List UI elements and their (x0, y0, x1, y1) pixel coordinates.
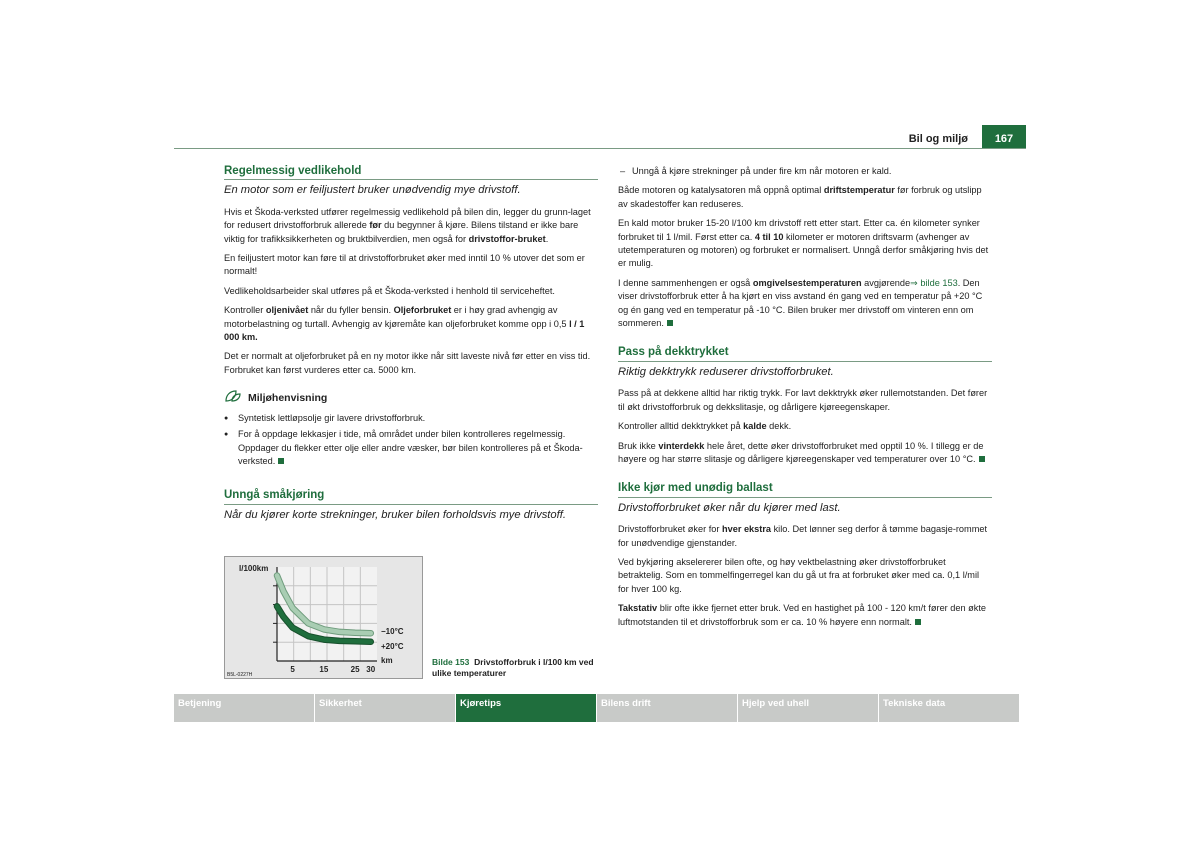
nav-tab-bilens-drift[interactable]: Bilens drift (597, 694, 737, 722)
paragraph: Ved bykjøring akselererer bilen ofte, og høy vektbelastning øker drivstofforbruket betraktelig. Som en tommelfingerregel kan du gå ut fra at forbruket øker med ca. 0,1 l/mil for hver 100 kg. (618, 556, 980, 594)
section-heading-ballast: Ikke kjør med unødig ballast (618, 482, 992, 497)
section-subtitle-short-trips: Når du kjører korte strekninger, bruker bilen forholdsvis mye drivstoff. (224, 508, 566, 521)
nav-tab-kjøretips[interactable]: Kjøretips (456, 694, 596, 722)
chapter-navigation (174, 694, 1019, 722)
end-mark-icon (278, 458, 284, 464)
section-heading-maintenance: Regelmessig vedlikehold (224, 165, 598, 180)
nav-tab-hjelp-ved-uhell[interactable]: Hjelp ved uhell (738, 694, 878, 722)
paragraph: Det er normalt at oljeforbruket på en ny motor ikke når sitt laveste nivå før etter en viss tid. Forbruket kan først vurderes etter ca. 5000 km. (224, 351, 591, 375)
x-tick-label: 5 (290, 665, 295, 674)
right-column (618, 165, 992, 635)
section-subtitle-maintenance: En motor som er feiljustert bruker unødvendig mye drivstoff. (224, 184, 521, 197)
end-mark-icon (667, 320, 673, 326)
figure-caption: Bilde 153 Drivstofforbruk i l/100 km ved ulike temperaturer (432, 657, 594, 678)
page-number: 167 (982, 125, 1026, 149)
section-subtitle-tyre-pressure: Riktig dekktrykk reduserer drivstofforbruket. (618, 365, 834, 378)
paragraph: Drivstofforbruket øker for hver ekstra kilo. Det lønner seg derfor å tømme bagasje-rommet for unødvendige gjenstander. (618, 524, 988, 548)
paragraph: Pass på at dekkene alltid har riktig trykk. For lavt dekktrykk øker rullemotstanden. Det fører til økt drivstofforbruk og dekkslitasje, og dårligere kjøreegenskaper. (618, 388, 988, 412)
note-bullet: ● For å oppdage lekkasjer i tide, må området under bilen kontrolleres regelmessig. Oppdager du flekker etter olje eller andre væsker, bør bilen kontrolleres på et Škoda-verksted. (224, 428, 598, 468)
nav-tab-sikkerhet[interactable]: Sikkerhet (315, 694, 455, 722)
y-axis-label: l/100km (239, 564, 269, 573)
x-tick-label: 30 (366, 665, 376, 674)
paragraph: I denne sammenhengen er også omgivelsestemperaturen avgjørende⇒ bilde 153. Den viser drivstofforbruk etter å ha kjørt en viss avstand én gang ved en temperatur på +20 °C og én gang ved en temperatur på -10 °C. Bilen bruker mer drivstoff om vinteren enn om sommeren. (618, 277, 983, 329)
fuel-consumption-chart (225, 557, 422, 678)
dash-list-item: – Unngå å kjøre strekninger på under fire km når motoren er kald. (620, 166, 892, 176)
figure-code: B5L-0227H (227, 672, 253, 678)
paragraph: Takstativ blir ofte ikke fjernet etter bruk. Ved en hastighet på 100 - 120 km/t fører den økte luftmotstanden til et drivstofforbruk som er ca. 10 % høyere enn normalt. (618, 603, 987, 627)
x-tick-label: 15 (319, 665, 329, 674)
section-subtitle-ballast: Drivstofforbruket øker når du kjører med last. (618, 501, 841, 514)
nav-tab-betjening[interactable]: Betjening (174, 694, 314, 722)
series-label: −10°C (381, 627, 404, 637)
note-bullet: ● Syntetisk lettløpsolje gir lavere drivstofforbruk. (224, 412, 598, 425)
fuel-consumption-figure (224, 556, 423, 679)
figure-reference-link[interactable]: ⇒ bilde 153 (910, 277, 958, 288)
paragraph: Vedlikeholdsarbeider skal utføres på et Škoda-verksted i henhold til serviceheftet. (224, 285, 555, 296)
paragraph: Kontroller oljenivået når du fyller bensin. Oljeforbruket er i høy grad avhengig av motorbelastning og turtall. Avhengig av kjøremåte kan oljeforbruket komme opp i 0,5 l / 1 000 km. (224, 305, 585, 343)
paragraph: Bruk ikke vinterdekk hele året, dette øker drivstofforbruket med opptil 10 %. I tillegg er de høyere og har større slitasje og dårligere kjøreegenskaper ved temperaturer over 10 °C. (618, 440, 984, 464)
header-rule (174, 148, 1026, 149)
end-mark-icon (915, 619, 921, 625)
left-column (224, 165, 598, 530)
page-section-title: Bil og miljø (908, 133, 968, 145)
paragraph: Kontroller alltid dekktrykket på kalde dekk. (618, 421, 792, 432)
x-tick-label: 25 (350, 665, 360, 674)
environment-note-title: Miljøhenvisning (248, 391, 328, 404)
paragraph: En feiljustert motor kan føre til at drivstofforbruket øker med inntil 10 % utover det som er normalt! (224, 253, 585, 277)
paragraph: Både motoren og katalysatoren må oppnå optimal driftstemperatur før forbruk og utslipp av skadestoffer kan reduseres. (618, 185, 982, 209)
series-label: +20°C (381, 641, 404, 651)
nav-tab-tekniske-data[interactable]: Tekniske data (879, 694, 1019, 722)
section-heading-short-trips: Unngå småkjøring (224, 489, 598, 504)
environment-icon (224, 389, 242, 407)
paragraph: En kald motor bruker 15-20 l/100 km drivstoff rett etter start. Etter ca. én kilometer synker forbruket til 1 l/mil. Først etter ca. 4 til 10 kilometer er motoren driftsvarm (avhenger av utetemperaturen og motoren) og forbruket er normalisert. Unngå derfor småkjøring hvis det er mulig. (618, 218, 989, 269)
x-axis-label: km (381, 656, 393, 665)
environment-note-heading (224, 389, 598, 407)
paragraph: Hvis et Škoda-verksted utfører regelmessig vedlikehold på bilen din, legger du grunn-laget for redusert drivstofforbruk allerede før du begynner å kjøre. Bilens tilstand er ikke bare viktig for trafikksikkerheten og bruktbilverdien, men også for drivstoffor-bruket. (224, 206, 591, 244)
end-mark-icon (979, 456, 985, 462)
section-heading-tyre-pressure: Pass på dekktrykket (618, 346, 992, 361)
